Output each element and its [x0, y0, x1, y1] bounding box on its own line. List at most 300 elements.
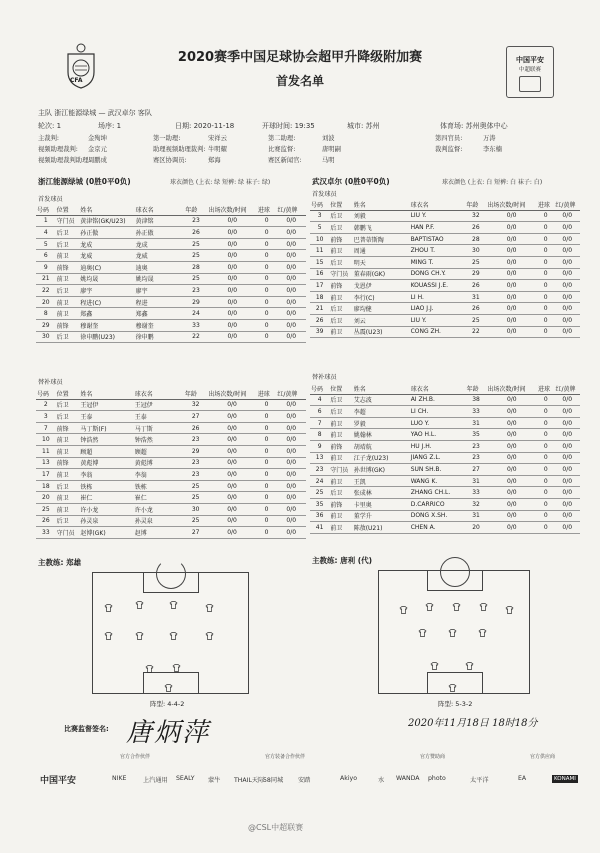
table-cell: 0/0: [554, 510, 580, 522]
table-cell: 0: [537, 326, 555, 338]
table-cell: 11: [310, 245, 329, 257]
player-shirt-icon: [104, 604, 113, 612]
table-cell: 0/0: [487, 440, 537, 452]
player-shirt-icon: [169, 632, 178, 640]
table-cell: 0/0: [207, 411, 256, 423]
table-cell: 前卫: [329, 475, 352, 487]
table-cell: 24: [184, 308, 207, 320]
table-cell: 0: [257, 445, 277, 457]
table-cell: 后卫: [329, 222, 353, 234]
table-cell: BAPTISTAO: [410, 233, 466, 245]
table-cell: DONG X.SH.: [410, 510, 466, 522]
table-cell: 0/0: [207, 527, 256, 539]
table-cell: 0/0: [276, 285, 306, 297]
table-row: [310, 406, 580, 418]
column-header: 位置: [56, 204, 80, 215]
table-cell: 0/0: [208, 215, 257, 227]
officials-cell: 第一助理:: [153, 135, 181, 142]
table-row: [36, 261, 306, 273]
table-cell: 0/0: [207, 457, 256, 469]
table-cell: ZHANG CH.L.: [410, 487, 466, 499]
table-cell: 0/0: [486, 245, 537, 257]
column-header: 进球: [257, 388, 277, 399]
weibo-watermark: @CSL中超联赛: [248, 823, 304, 832]
table-cell: 0/0: [208, 296, 257, 308]
table-cell: 0/0: [554, 406, 580, 418]
officials-cell: 助理视频助理裁判:: [153, 146, 206, 153]
table-cell: HAN P.F.: [410, 222, 466, 234]
table-cell: HU J.H.: [410, 440, 466, 452]
table-cell: 前锋: [329, 233, 353, 245]
table-cell: 罗毅: [353, 417, 410, 429]
table-cell: 0/0: [487, 394, 537, 406]
table-cell: 铁栋: [134, 480, 184, 492]
table-cell: 0/0: [554, 256, 580, 268]
away-center-arc: [440, 557, 470, 587]
page-subtitle: 首发名单: [275, 74, 324, 88]
table-cell: 20: [36, 492, 56, 504]
table-cell: 31: [465, 291, 486, 303]
home-starting-label: 首发球员: [38, 196, 63, 203]
table-cell: 0/0: [276, 492, 306, 504]
column-header: 红/黄牌: [276, 204, 306, 215]
table-row: [310, 291, 580, 303]
table-cell: 后卫: [56, 227, 80, 239]
field-label: 场序: 1: [98, 122, 122, 130]
column-header: 红/黄牌: [554, 199, 580, 210]
table-row: [36, 434, 306, 446]
table-cell: 0/0: [208, 261, 257, 273]
table-cell: 6: [36, 250, 56, 262]
table-cell: WANG K.: [410, 475, 466, 487]
table-row: [36, 457, 306, 469]
table-cell: CONG ZH.: [410, 326, 466, 338]
sponsor-logo: 蒙牛: [208, 777, 221, 784]
table-cell: 马丁斯(F): [79, 422, 133, 434]
table-row: [36, 319, 306, 331]
table-cell: 26: [184, 227, 207, 239]
table-cell: 前卫: [329, 510, 352, 522]
table-cell: 前卫: [56, 445, 80, 457]
table-cell: 0: [537, 475, 554, 487]
table-cell: 29: [465, 268, 486, 280]
officials-cell: 万涛: [483, 135, 496, 142]
table-cell: 0/0: [276, 411, 306, 423]
table-cell: 李超: [353, 406, 410, 418]
table-cell: 后卫: [56, 515, 80, 527]
table-cell: 0: [257, 238, 277, 250]
table-cell: 守门员: [56, 215, 80, 227]
table-cell: 7: [36, 422, 56, 434]
table-cell: 前锋: [56, 422, 80, 434]
table-cell: 41: [310, 522, 329, 534]
column-header: 出场次数/时间: [208, 204, 257, 215]
table-cell: 18: [36, 480, 56, 492]
column-header: 号码: [36, 388, 56, 399]
venue-label: 体育场: 苏州奥体中心: [440, 122, 508, 130]
sponsor-logo: 安踏: [298, 777, 311, 784]
table-cell: 0/0: [554, 314, 580, 326]
table-cell: 徐申鹏: [135, 331, 185, 343]
sponsor-logo: WANDA: [396, 775, 420, 782]
table-cell: 23: [466, 440, 487, 452]
table-cell: 22: [184, 331, 207, 343]
sponsor-logo: 上汽通用: [143, 777, 168, 784]
table-cell: 前卫: [329, 429, 352, 441]
table-cell: 后卫: [329, 394, 352, 406]
table-cell: 后卫: [56, 399, 80, 411]
table-cell: 24: [310, 475, 329, 487]
table-cell: 王冠伊: [79, 399, 133, 411]
table-cell: 程进: [135, 296, 185, 308]
table-cell: 0: [257, 527, 277, 539]
table-cell: 23: [184, 469, 207, 481]
table-cell: 0/0: [554, 464, 580, 476]
table-cell: 前锋: [56, 457, 80, 469]
table-cell: 0/0: [276, 399, 306, 411]
table-cell: 守门员: [329, 268, 353, 280]
player-shirt-icon: [205, 604, 214, 612]
table-cell: 8: [310, 429, 329, 441]
table-cell: 0/0: [207, 480, 256, 492]
table-cell: 钟浩然: [79, 434, 133, 446]
sponsor-logo: 中国平安: [40, 776, 77, 786]
table-cell: 0/0: [276, 515, 306, 527]
table-cell: 孙正傲: [79, 227, 134, 239]
table-cell: 0/0: [207, 469, 256, 481]
table-cell: 0: [257, 503, 277, 515]
table-cell: 8: [36, 308, 56, 320]
table-cell: 0/0: [207, 445, 256, 457]
table-cell: 守门员: [329, 464, 352, 476]
table-cell: 0/0: [554, 475, 580, 487]
column-header: 位置: [56, 388, 80, 399]
table-cell: 0/0: [554, 245, 580, 257]
column-header: 位置: [329, 383, 352, 394]
table-cell: 26: [310, 314, 329, 326]
table-cell: 0/0: [208, 250, 257, 262]
table-cell: 0/0: [276, 273, 306, 285]
table-cell: 廖宇: [135, 285, 185, 297]
table-cell: 31: [466, 417, 487, 429]
table-row: [36, 527, 306, 539]
player-shirt-icon: [164, 684, 173, 692]
table-cell: 23: [184, 285, 207, 297]
table-cell: 丛震(U23): [353, 326, 410, 338]
table-cell: 前锋: [329, 280, 353, 292]
officials-cell: 视频助理裁判助理:: [38, 157, 91, 164]
officials-cell: 金京元: [88, 146, 107, 153]
table-cell: 0: [537, 291, 555, 303]
table-row: [36, 469, 306, 481]
table-cell: 王冠伊: [134, 399, 184, 411]
table-cell: 0/0: [207, 515, 256, 527]
officials-cell: 宋祥云: [208, 135, 227, 142]
table-cell: 0/0: [554, 326, 580, 338]
home-center-arc: [156, 559, 186, 589]
column-header: 年龄: [466, 383, 487, 394]
table-cell: 33: [466, 487, 487, 499]
table-cell: 王泰: [79, 411, 133, 423]
sponsor-logo: SEALY: [176, 775, 195, 782]
column-header: 号码: [36, 204, 56, 215]
table-cell: 徐申鹏(U23): [79, 331, 134, 343]
table-row: [310, 498, 580, 510]
table-cell: 32: [465, 210, 486, 222]
away-subs-table: [310, 383, 580, 534]
table-cell: 黄彪博: [134, 457, 184, 469]
player-shirt-icon: [145, 665, 154, 673]
officials-cell: 视频助理裁判:: [38, 146, 78, 153]
table-cell: 程进(C): [79, 296, 134, 308]
table-cell: 13: [36, 457, 56, 469]
table-cell: 17: [310, 280, 329, 292]
table-cell: 张成林: [353, 487, 410, 499]
city-label: 城市: 苏州: [347, 122, 380, 130]
away-subs-label: 替补球员: [312, 374, 337, 381]
table-cell: 0/0: [486, 291, 537, 303]
officials-cell: 裁判监督:: [435, 146, 463, 153]
table-cell: JIANG Z.L.: [410, 452, 466, 464]
table-cell: 前卫: [56, 250, 80, 262]
table-cell: 后卫: [56, 331, 80, 343]
table-cell: 0/0: [486, 314, 537, 326]
table-cell: 30: [36, 331, 56, 343]
table-row: [36, 480, 306, 492]
officials-cell: 周鹏成: [88, 157, 107, 164]
officials-cell: 金殉坤: [88, 135, 107, 142]
table-cell: 27: [466, 464, 487, 476]
table-cell: LI CH.: [410, 406, 466, 418]
table-cell: 21: [36, 273, 56, 285]
officials-cell: 郑海: [208, 157, 221, 164]
table-cell: 崔仁: [79, 492, 133, 504]
table-cell: 36: [310, 510, 329, 522]
table-cell: 廖均健: [353, 303, 410, 315]
table-cell: 9: [36, 261, 56, 273]
table-cell: 0/0: [487, 406, 537, 418]
home-kit-colors: 球衣颜色 (上衣: 绿 短裤: 绿 袜子: 绿): [170, 179, 271, 186]
table-row: [36, 273, 306, 285]
table-cell: KOUASSI J.E.: [410, 280, 466, 292]
away-formation: 阵型: 5-3-2: [438, 700, 473, 708]
table-cell: 前卫: [56, 434, 80, 446]
table-cell: 后卫: [329, 314, 353, 326]
home-formation: 阵型: 4-4-2: [150, 700, 185, 708]
table-cell: LIU Y.: [410, 314, 466, 326]
player-shirt-icon: [479, 603, 488, 611]
table-cell: 穆谢奎: [135, 319, 185, 331]
table-cell: 0/0: [554, 452, 580, 464]
table-cell: 10: [36, 434, 56, 446]
table-cell: 0/0: [487, 429, 537, 441]
table-cell: 0/0: [554, 233, 580, 245]
table-cell: 后卫: [56, 411, 80, 423]
table-row: [36, 399, 306, 411]
player-shirt-icon: [104, 632, 113, 640]
table-cell: 0/0: [276, 480, 306, 492]
player-shirt-icon: [505, 606, 514, 614]
table-cell: 0: [537, 452, 554, 464]
table-cell: 孙灵泉: [79, 515, 133, 527]
table-cell: 孙灵泉: [134, 515, 184, 527]
table-cell: 23: [184, 215, 207, 227]
table-cell: 廖宇: [79, 285, 134, 297]
table-cell: 26: [465, 222, 486, 234]
table-cell: 25: [184, 480, 207, 492]
table-cell: 0: [537, 245, 555, 257]
officials-cell: 比赛监督:: [268, 146, 296, 153]
table-cell: 李翁: [134, 469, 184, 481]
table-cell: 0/0: [276, 503, 306, 515]
table-cell: 0/0: [207, 503, 256, 515]
table-cell: 26: [36, 515, 56, 527]
table-row: [310, 303, 580, 315]
column-header: 姓名: [353, 383, 410, 394]
table-cell: 戈恩伊: [353, 280, 410, 292]
table-cell: 前卫: [329, 522, 352, 534]
table-cell: 许小龙: [134, 503, 184, 515]
table-cell: 0: [257, 480, 277, 492]
table-cell: 0: [537, 256, 555, 268]
table-row: [310, 440, 580, 452]
table-cell: 23: [466, 452, 487, 464]
player-shirt-icon: [169, 601, 178, 609]
table-cell: 0: [257, 457, 277, 469]
teams-line: 主队 浙江能源绿城 — 武汉卓尔 客队: [38, 109, 152, 117]
table-cell: 卡里奥: [353, 498, 410, 510]
table-cell: 0/0: [486, 326, 537, 338]
table-cell: 0: [537, 510, 554, 522]
home-starting-table: [36, 204, 306, 343]
table-cell: 艾志波: [353, 394, 410, 406]
table-cell: 后卫: [56, 238, 80, 250]
table-cell: 前锋: [56, 319, 80, 331]
table-cell: 0: [537, 268, 555, 280]
table-cell: 0/0: [276, 331, 306, 343]
table-cell: CHEN A.: [410, 522, 466, 534]
officials-cell: 第二助理:: [268, 135, 296, 142]
table-cell: 0/0: [208, 227, 257, 239]
round-label: 轮次: 1: [38, 122, 62, 130]
table-cell: 刘云: [353, 314, 410, 326]
table-cell: 33: [36, 527, 56, 539]
away-starting-label: 首发球员: [312, 191, 337, 198]
table-cell: 0: [257, 515, 277, 527]
table-cell: 顾超: [79, 445, 133, 457]
table-cell: 0/0: [554, 268, 580, 280]
table-cell: 0: [257, 422, 277, 434]
table-cell: 4: [36, 227, 56, 239]
sponsor-header: 官方合作伙伴: [120, 754, 151, 760]
table-cell: 23: [310, 464, 329, 476]
table-row: [310, 210, 580, 222]
table-cell: 3: [310, 210, 329, 222]
player-shirt-icon: [425, 603, 434, 611]
table-cell: 后卫: [56, 285, 80, 297]
table-cell: 0/0: [276, 434, 306, 446]
table-cell: 0/0: [554, 522, 580, 534]
table-cell: 0/0: [276, 250, 306, 262]
home-coach: 主教练: 郑雄: [38, 558, 82, 567]
table-cell: 0/0: [276, 422, 306, 434]
table-row: [36, 296, 306, 308]
table-cell: 0/0: [276, 527, 306, 539]
table-cell: 董学升: [353, 510, 410, 522]
table-cell: 0: [257, 215, 277, 227]
table-cell: 0: [257, 296, 277, 308]
column-header: 年龄: [184, 204, 207, 215]
officials-cell: 李东楠: [483, 146, 502, 153]
table-cell: 27: [184, 411, 207, 423]
table-cell: 6: [310, 406, 329, 418]
table-cell: 13: [310, 452, 329, 464]
table-cell: 前卫: [329, 452, 352, 464]
home-subs-table: [36, 388, 306, 539]
table-cell: 0/0: [207, 492, 256, 504]
table-cell: D.CARRICO: [410, 498, 466, 510]
sponsor-header: 官方赞助商: [420, 754, 446, 760]
column-header: 红/黄牌: [276, 388, 306, 399]
player-shirt-icon: [135, 632, 144, 640]
table-cell: 孙世博(GK): [353, 464, 410, 476]
table-cell: 周通: [353, 245, 410, 257]
officials-cell: 赛区新闻官:: [268, 157, 302, 164]
table-cell: 0/0: [276, 308, 306, 320]
table-cell: 0: [257, 273, 277, 285]
table-cell: 赵博: [134, 527, 184, 539]
column-header: 进球: [257, 204, 277, 215]
table-cell: 龙成: [79, 238, 134, 250]
table-cell: 15: [310, 256, 329, 268]
table-cell: 王凯: [353, 475, 410, 487]
table-cell: 0/0: [276, 261, 306, 273]
table-cell: 0: [257, 469, 277, 481]
table-cell: 0: [537, 222, 555, 234]
table-cell: 0/0: [486, 256, 537, 268]
table-cell: 0/0: [554, 210, 580, 222]
table-cell: 0: [537, 233, 555, 245]
table-row: [310, 417, 580, 429]
table-row: [310, 510, 580, 522]
table-cell: 后卫: [56, 480, 80, 492]
table-cell: 前卫: [56, 503, 80, 515]
table-cell: 0/0: [554, 498, 580, 510]
column-header: 号码: [310, 199, 329, 210]
table-cell: 29: [184, 296, 207, 308]
kickoff-label: 开球时间: 19:35: [262, 122, 315, 130]
table-cell: 顾超: [134, 445, 184, 457]
table-cell: 26: [465, 280, 486, 292]
table-cell: 0: [257, 331, 277, 343]
officials-cell: 主裁判:: [38, 135, 60, 142]
sponsor-logo: 太平洋: [470, 777, 489, 784]
table-row: [310, 256, 580, 268]
table-cell: AI ZH.B.: [410, 394, 466, 406]
sponsor-logo: EA: [518, 775, 527, 782]
table-cell: 姚翰林: [353, 429, 410, 441]
table-cell: 姚均晟: [79, 273, 134, 285]
table-cell: 0/0: [486, 210, 537, 222]
league-logo-sub: 中超联赛: [518, 67, 541, 73]
table-cell: 刘毅: [353, 210, 410, 222]
sponsor-logo: NIKE: [112, 775, 127, 782]
table-cell: 0/0: [487, 498, 537, 510]
league-logo-text: 中国平安: [516, 56, 544, 64]
table-cell: 0/0: [486, 303, 537, 315]
table-cell: 铁栋: [79, 480, 133, 492]
sponsor-logo: Akiyo: [340, 775, 357, 782]
